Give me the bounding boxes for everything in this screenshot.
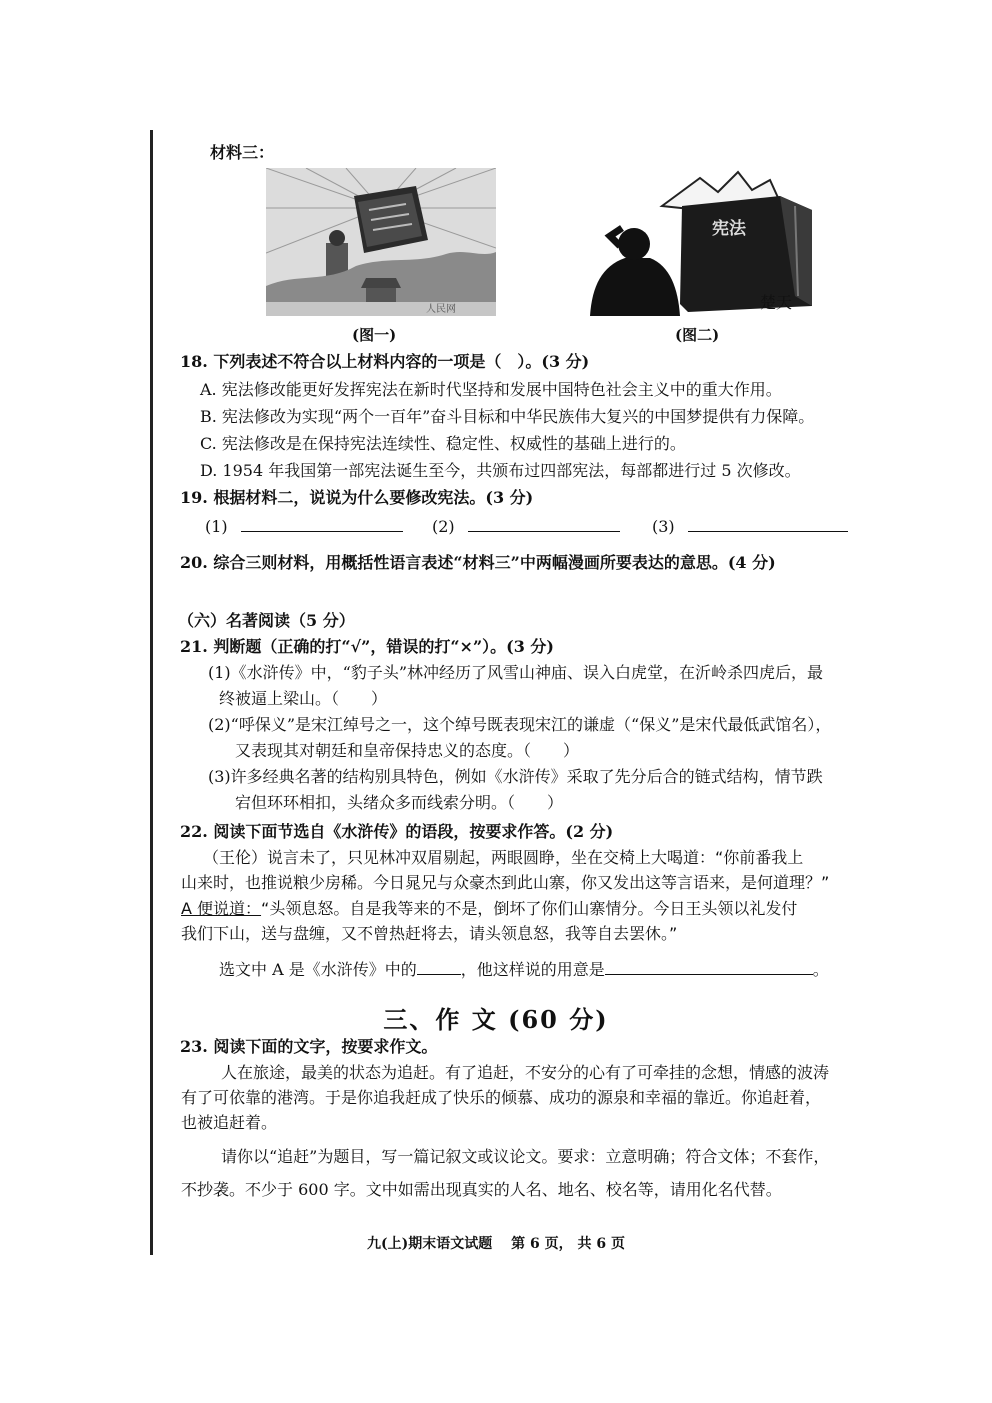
figure1-illustration [266, 168, 496, 316]
q19-blank-3 [652, 515, 848, 537]
essay-passage-line2: 有了可依靠的港湾。于是你追我赶成了快乐的倾慕、成功的源泉和幸福的靠近。你追赶着， [181, 1088, 822, 1107]
essay-requirement-line1: 请你以“追赶”为题目，写一篇记叙文或议论文。要求：立意明确；符合文体；不套作， [221, 1147, 830, 1166]
figure1-cartoon [266, 168, 496, 316]
q22-passage-line3-text: “头领息怒。自是我等来的不是，倒坏了你们山寨情分。今日王头领以礼发付 [261, 899, 798, 918]
q19-answer-line-2[interactable] [468, 515, 620, 532]
q22-stem: 22. 阅读下面节选自《水浒传》的语段，按要求作答。(2 分) [180, 822, 614, 841]
figure2-signature: 楚天 [760, 293, 793, 312]
figure2-book-text: 宪法 [712, 219, 746, 239]
q22-answer-line [219, 958, 829, 980]
q19-blank-1-label: (1) [205, 517, 228, 536]
q19-blank-2-label: (2) [432, 517, 455, 536]
q22-answer-prefix: 选文中 A 是《水浒传》中的 [219, 960, 417, 979]
essay-requirement-line2: 不抄袭。不少于 600 字。文中如需出现真实的人名、地名、校名等，请用化名代替。 [181, 1180, 782, 1199]
q19-blank-3-label: (3) [652, 517, 675, 536]
q18-stem: 18. 下列表述不符合以上材料内容的一项是（ ）。(3 分) [180, 352, 590, 371]
q22-passage-line2: 山来时，也推说粮少房稀。今日晁兄与众豪杰到此山寨，你又发出这等言语来，是何道理？” [181, 873, 830, 892]
q22-answer-blank-2[interactable] [605, 958, 813, 975]
q19-blank-2 [432, 515, 620, 537]
section6-title: （六）名著阅读（5 分） [178, 611, 355, 630]
q18-option-d: D. 1954 年我国第一部宪法诞生至今，共颁布过四部宪法，每部都进行过 5 次修改。 [200, 461, 801, 480]
figure2-cartoon [580, 166, 825, 316]
essay-heading: 三、作 文 (60 分) [383, 1005, 609, 1034]
binding-margin-line [150, 130, 153, 1255]
q21-item2-line2: 又表现其对朝廷和皇帝保持忠义的态度。（ ） [235, 741, 580, 760]
q21-item1-line1: (1)《水浒传》中，“豹子头”林冲经历了风雪山神庙、误入白虎堂，在沂岭杀四虎后，最 [208, 663, 824, 682]
q19-answer-line-3[interactable] [688, 515, 848, 532]
q19-stem: 19. 根据材料二，说说为什么要修改宪法。(3 分) [180, 488, 534, 507]
figure1-stamp: 人民网 [426, 304, 456, 315]
q22-speaker-a: A 便说道： [181, 899, 262, 918]
figure1-caption: (图一) [352, 326, 397, 344]
q19-answer-line-1[interactable] [241, 515, 403, 532]
q22-answer-end: 。 [812, 960, 829, 979]
q22-passage-line4: 我们下山，送与盘缠，又不曾热赶将去，请头领息怒，我等自去罢休。” [181, 924, 678, 943]
q22-answer-middle: ，他这样说的用意是 [460, 960, 605, 979]
q20-stem: 20. 综合三则材料，用概括性语言表述“材料三”中两幅漫画所要表达的意思。(4 分) [180, 553, 776, 572]
q18-option-c: C. 宪法修改是在保持宪法连续性、稳定性、权威性的基础上进行的。 [200, 434, 686, 453]
q22-answer-blank-1[interactable] [417, 958, 461, 975]
page-footer: 九(上)期末语文试题 第 6 页， 共 6 页 [367, 1236, 625, 1252]
q19-blank-1 [205, 515, 403, 537]
essay-passage-line1: 人在旅途，最美的状态为追赶。有了追赶，不安分的心有了可牵挂的念想，情感的波涛 [221, 1063, 830, 1082]
q21-item3-line1: (3)许多经典名著的结构别具特色，例如《水浒传》采取了先分后合的链式结构，情节跌 [208, 767, 823, 786]
q21-stem: 21. 判断题（正确的打“√”，错误的打“×”）。(3 分) [180, 637, 554, 656]
essay-passage-line3: 也被追赶着。 [181, 1113, 278, 1132]
q21-item3-line2: 宕但环环相扣，头绪众多而线索分明。（ ） [235, 793, 564, 812]
figure2-caption: (图二) [675, 326, 720, 344]
q21-item2-line1: (2)“呼保义”是宋江绰号之一，这个绰号既表现宋江的谦虚（“保义”是宋代最低武馆名）， [208, 715, 832, 734]
material3-label: 材料三： [210, 143, 275, 162]
q18-option-a: A. 宪法修改能更好发挥宪法在新时代坚持和发展中国特色社会主义中的重大作用。 [200, 380, 782, 399]
q22-passage-line1: （王伦）说言未了，只见林冲双眉剔起，两眼圆睁，坐在交椅上大喝道：“你前番我上 [203, 848, 804, 867]
q18-option-b: B. 宪法修改为实现“两个一百年”奋斗目标和中华民族伟大复兴的中国梦提供有力保障。 [200, 407, 815, 426]
q21-item1-line2: 终被逼上梁山。（ ） [219, 689, 388, 708]
q22-passage-line3 [181, 899, 797, 919]
q23-stem: 23. 阅读下面的文字，按要求作文。 [180, 1037, 438, 1056]
figure2-illustration [580, 166, 825, 316]
